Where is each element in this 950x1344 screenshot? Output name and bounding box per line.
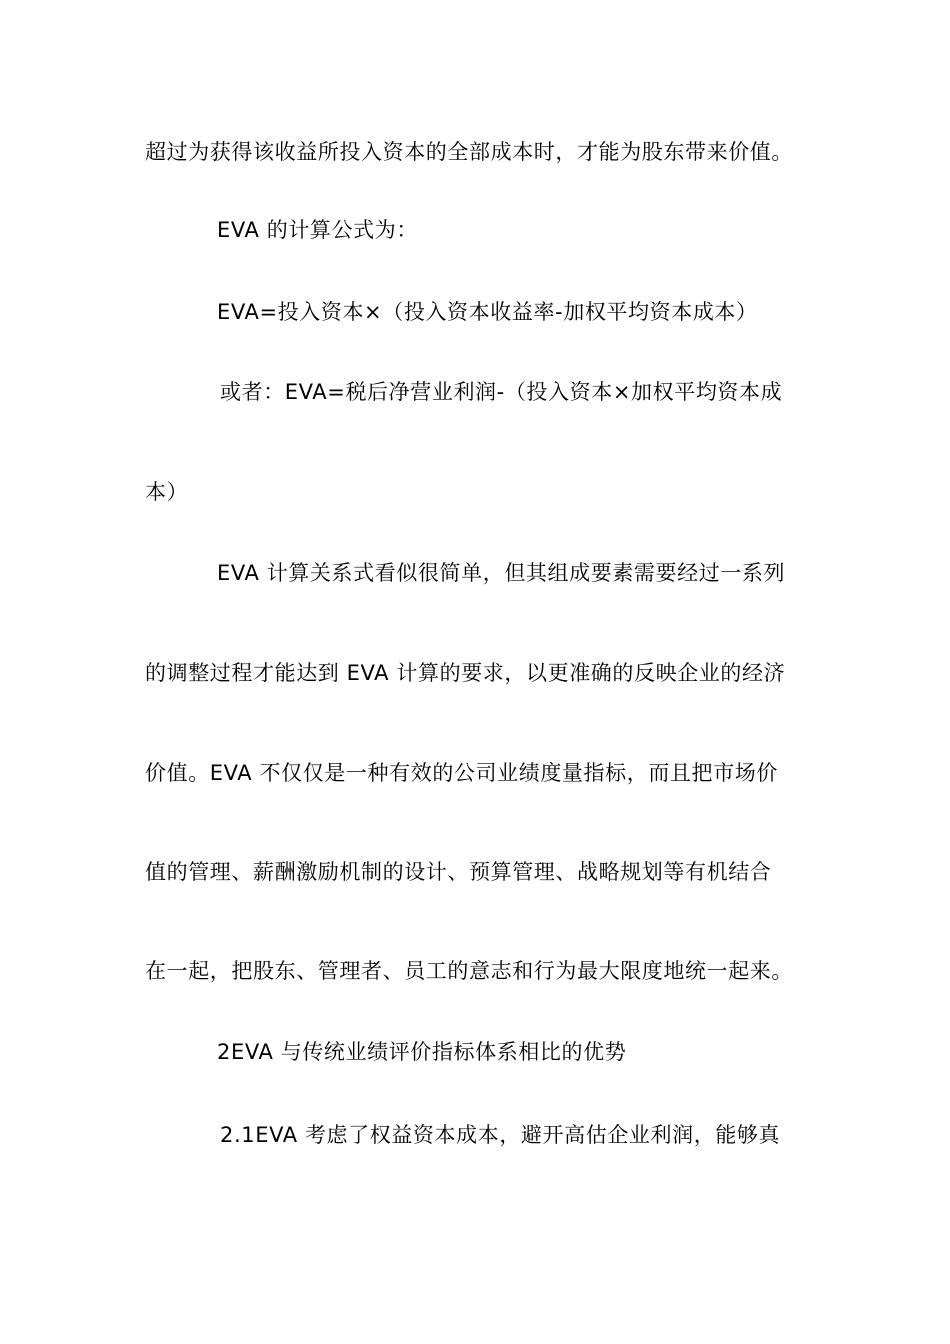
subsection-heading: 2.1EVA 考虑了权益资本成本，避开高估企业利润，能够真 — [220, 1123, 781, 1147]
section-heading: 2EVA 与传统业绩评价指标体系相比的优势 — [217, 1040, 627, 1064]
text-line-formula-1: EVA=投入资本×（投入资本收益率-加权平均资本成本） — [217, 300, 758, 324]
text-line-formula-intro: EVA 的计算公式为： — [217, 218, 418, 242]
text-line-paragraph-2: 的调整过程才能达到 EVA 计算的要求，以更准确的反映企业的经济 — [145, 661, 786, 685]
text-line-formula-2: 或者：EVA=税后净营业利润-（投入资本×加权平均资本成 — [220, 380, 783, 404]
text-line-paragraph-1: EVA 计算关系式看似很简单，但其组成要素需要经过一系列 — [217, 561, 786, 585]
text-line-1: 超过为获得该收益所投入资本的全部成本时，才能为股东带来价值。 — [145, 140, 793, 164]
text-line-paragraph-4: 值的管理、薪酬激励机制的设计、预算管理、战略规划等有机结合 — [145, 860, 772, 884]
text-line-formula-2-cont: 本） — [145, 480, 189, 504]
text-line-paragraph-5: 在一起，把股东、管理者、员工的意志和行为最大限度地统一起来。 — [145, 959, 793, 983]
text-line-paragraph-3: 价值。EVA 不仅仅是一种有效的公司业绩度量指标，而且把市场价 — [145, 761, 778, 785]
